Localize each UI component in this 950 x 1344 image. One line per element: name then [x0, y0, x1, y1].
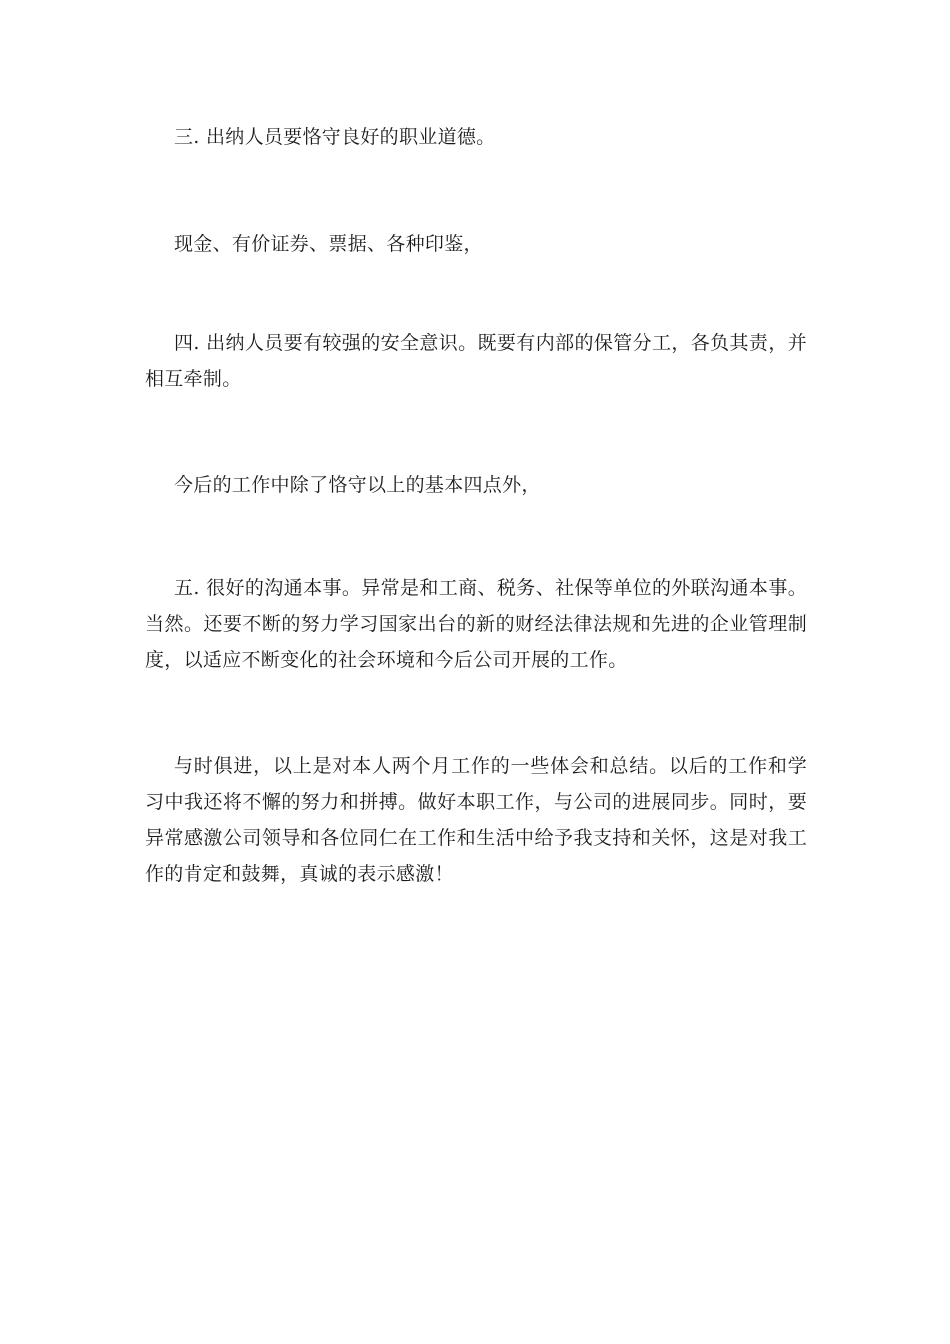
paragraph-custody-items: 现金、有价证券、票据、各种印鉴， [174, 233, 483, 255]
paragraph-section-four: 四. 出纳人员要有较强的安全意识。既要有内部的保管分工，各负其责，并相互牵制。 [145, 332, 807, 390]
paragraph-section-five: 五. 很好的沟通本事。异常是和工商、税务、社保等单位的外联沟通本事。当然。还要不断的努力学习国家出台的新的财经法律法规和先进的企业管理制度，以适应不断变化的社会环境和今后公司开展的工作。 [145, 577, 807, 671]
paragraph-future-work: 今后的工作中除了恪守以上的基本四点外， [174, 474, 541, 496]
paragraph-conclusion: 与时俱进，以上是对本人两个月工作的一些体会和总结。以后的工作和学习中我还将不懈的努力和拼搏。做好本职工作，与公司的进展同步。同时，要异常感激公司领导和各位同仁在工作和生活中给予我支持和关怀，这是对我工作的肯定和鼓舞，真诚的表示感激！ [145, 755, 807, 885]
paragraph-section-three: 三. 出纳人员要恪守良好的职业道德。 [174, 126, 496, 148]
